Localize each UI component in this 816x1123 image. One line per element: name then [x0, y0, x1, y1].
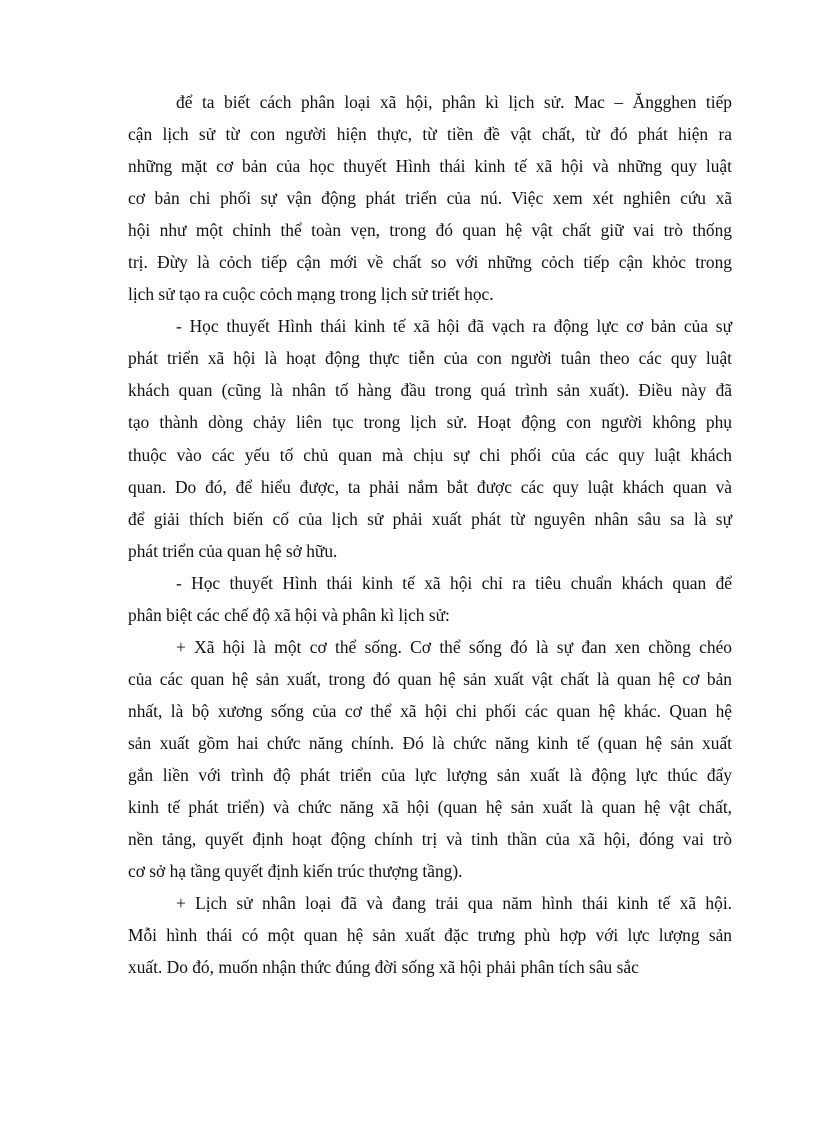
text-line: nền tảng, quyết định hoạt động chính trị và tinh thần của xã hội, đóng vai trò: [128, 829, 732, 850]
paragraph-3: [128, 567, 732, 631]
text-line: những mặt cơ bản của học thuyết Hình thái kinh tế xã hội và những quy luật: [128, 156, 732, 177]
text-line: Mỗi hình thái có một quan hệ sản xuất đặc trưng phù hợp với lực lượng sản: [128, 925, 732, 946]
text-line: cơ sở hạ tầng quyết định kiến trúc thượng tầng).: [128, 861, 463, 882]
text-line: phát triển xã hội là hoạt động thực tiễn của con người tuân theo các quy luật: [128, 348, 732, 369]
text-line: cơ bản chi phối sự vận động phát triển của nú. Việc xem xét nghiên cứu xã: [128, 188, 732, 209]
text-line: xuất. Do đó, muốn nhận thức đúng đời sống xã hội phải phân tích sâu sắc: [128, 957, 639, 978]
text-line: - Học thuyết Hình thái kinh tế xã hội đã vạch ra động lực cơ bản của sự: [176, 316, 732, 337]
text-line: để giải thích biến cố của lịch sử phải xuất phát từ nguyên nhân sâu sa là sự: [128, 508, 732, 529]
text-line: lịch sử tạo ra cuộc cỏch mạng trong lịch sử triết học.: [128, 284, 494, 305]
document-body: [128, 86, 732, 983]
text-line: phân biệt các chế độ xã hội và phân kì lịch sử:: [128, 604, 450, 625]
text-line: của các quan hệ sản xuất, trong đó quan hệ sản xuất vật chất là quan hệ cơ bản: [128, 668, 732, 689]
text-line: phát triển của quan hệ sở hữu.: [128, 540, 338, 561]
text-line: nhất, là bộ xương sống của cơ thể xã hội chi phối các quan hệ khác. Quan hệ: [128, 700, 732, 721]
paragraph-1: [128, 86, 732, 310]
text-line: cận lịch sử từ con người hiện thực, từ tiền đề vật chất, từ đó phát hiện ra: [128, 124, 732, 145]
text-line: sản xuất gồm hai chức năng chính. Đó là chức năng kinh tế (quan hệ sản xuất: [128, 732, 732, 753]
text-line: gắn liền với trình độ phát triển của lực lượng sản xuất là động lực thúc đẩy: [128, 764, 732, 785]
paragraph-4: [128, 631, 732, 887]
text-line: tạo thành dòng chảy liên tục trong lịch sử. Hoạt động con người không phụ: [128, 412, 732, 433]
text-line: thuộc vào các yếu tố chủ quan mà chịu sự chi phối của các quy luật khách: [128, 444, 732, 465]
text-line: quan. Do đó, để hiểu được, ta phải nắm bắt được các quy luật khách quan và: [128, 476, 732, 497]
text-line: để ta biết cách phân loại xã hội, phân kì lịch sử. Mac – Ăngghen tiếp: [176, 92, 732, 112]
text-line: khách quan (cũng là nhân tố hàng đầu trong quá trình sản xuất). Điều này đã: [128, 380, 732, 401]
text-line: + Lịch sử nhân loại đã và đang trải qua năm hình thái kinh tế xã hội.: [176, 893, 732, 914]
text-line: - Học thuyết Hình thái kinh tế xã hội chỉ ra tiêu chuẩn khách quan để: [176, 572, 732, 593]
paragraph-2: [128, 310, 732, 566]
text-line: hội như một chỉnh thể toàn vẹn, trong đó quan hệ vật chất giữ vai trò thống: [128, 220, 732, 241]
text-line: + Xã hội là một cơ thể sống. Cơ thể sống đó là sự đan xen chồng chéo: [176, 636, 732, 657]
text-line: trị. Đừy là cỏch tiếp cận mới về chất so với những cỏch tiếp cận khỏc trong: [128, 252, 732, 273]
text-line: kinh tế phát triển) và chức năng xã hội (quan hệ sản xuất là quan hệ vật chất,: [128, 797, 732, 818]
paragraph-5: [128, 887, 732, 983]
